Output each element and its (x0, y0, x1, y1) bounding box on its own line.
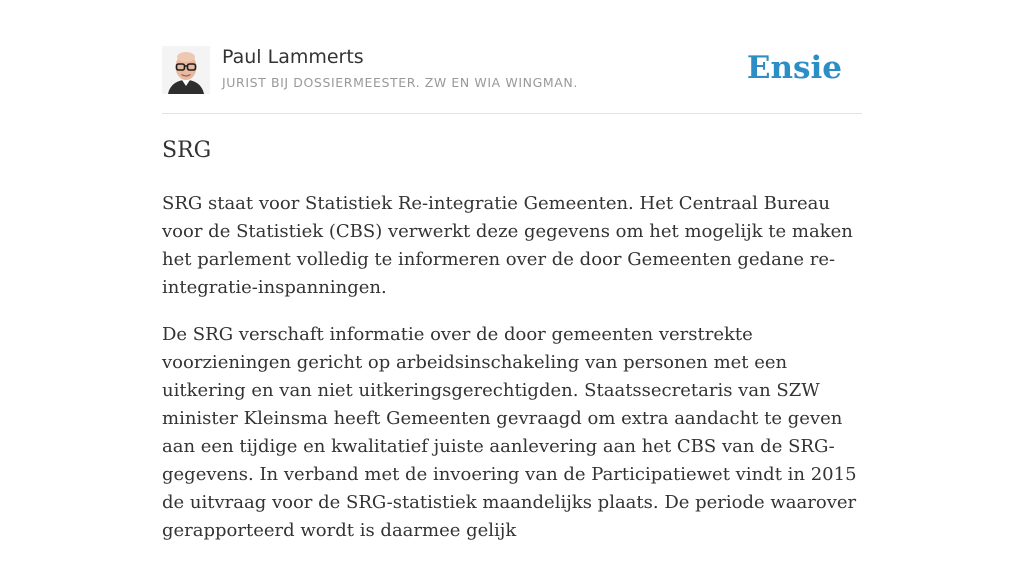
author-avatar[interactable] (162, 46, 210, 94)
ensie-logo[interactable]: Ensie (746, 50, 842, 86)
article-body (162, 190, 866, 564)
author-header (162, 44, 862, 114)
article-paragraph: De SRG verschaft informatie over de door gemeenten verstrekte voorzieningen gericht op arbeidsinschakeling van personen met een uitkering en van niet uitkeringsgerechtigden. Staatssecretaris van SZW minister Kleinsma heeft Gemeenten gevraagd om extra aandacht te geven aan een tijdige en kwalitatief juiste aanlevering aan het CBS van de SRG-gegevens. In verband met de invoering van de Participatiewet vindt in 2015 de uitvraag voor de SRG-statistiek maandelijks plaats. De periode waarover gerapporteerd wordt is daarmee gelijk (162, 324, 857, 541)
article-paragraph: SRG staat voor Statistiek Re-integratie Gemeenten. Het Centraal Bureau voor de Statistiek (CBS) verwerkt deze gegevens om het mogelijk te maken het parlement volledig te informeren over de door Gemeenten gedane re-integratie-inspanningen. (162, 193, 853, 298)
author-name[interactable]: Paul Lammerts (222, 46, 364, 68)
article-title: SRG (162, 138, 212, 163)
author-photo-icon (162, 46, 210, 94)
author-bio: JURIST BIJ DOSSIERMEESTER. ZW EN WIA WINGMAN. (222, 75, 578, 90)
